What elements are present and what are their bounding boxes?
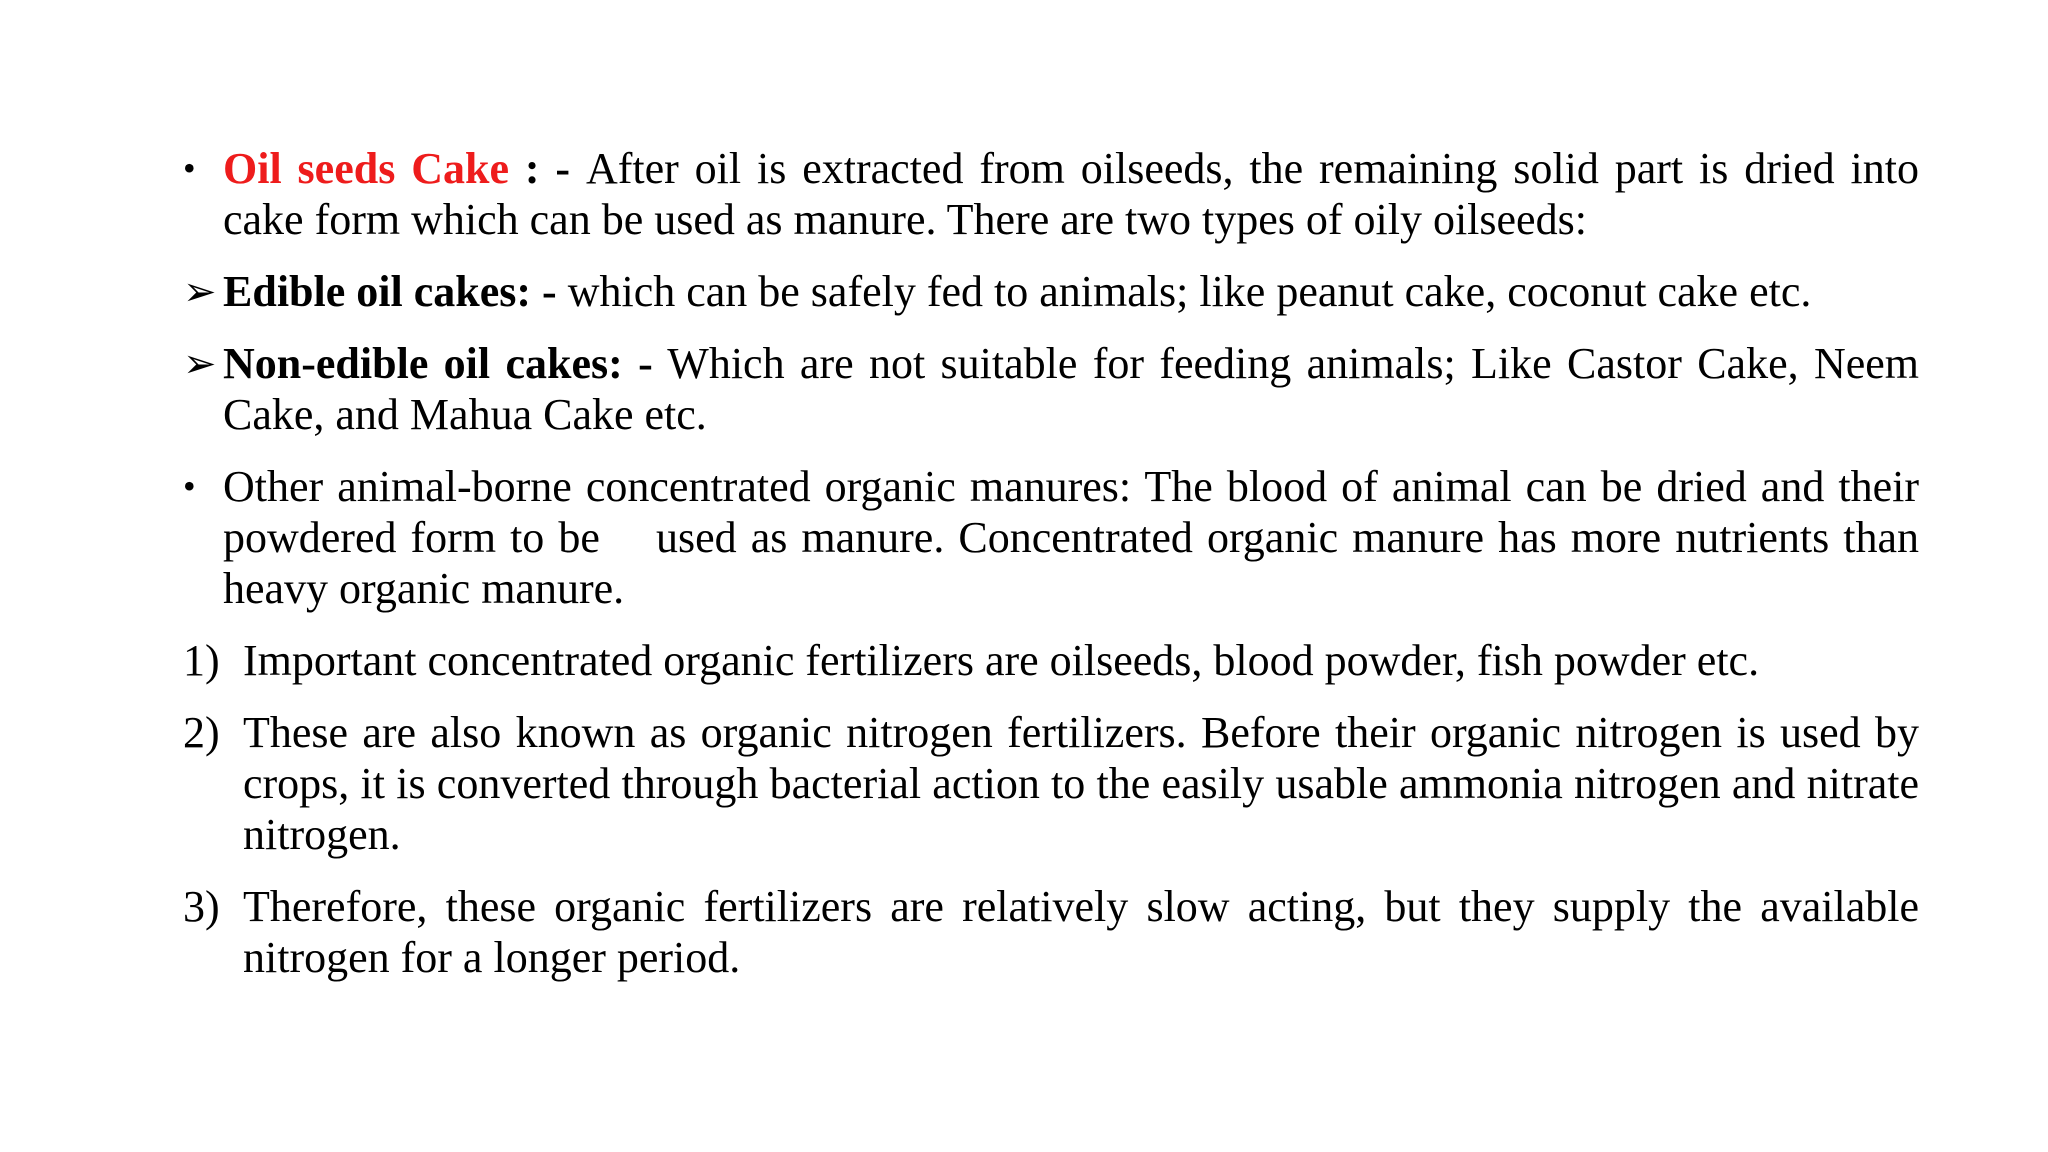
- term-oil-seeds-cake: Oil seeds Cake: [223, 144, 509, 193]
- numbered-item-2: [183, 707, 1919, 860]
- number-marker: 2): [183, 708, 220, 757]
- number-marker: 3): [183, 882, 220, 931]
- arrow-item-non-edible-oil-cakes: [183, 338, 1919, 440]
- number-marker: 1): [183, 636, 220, 685]
- term-separator: : -: [509, 144, 586, 193]
- numbered-item-text: Therefore, these organic fertilizers are relatively slow acting, but they supply the available nitrogen for a longer period.: [243, 882, 1919, 982]
- bullet-marker: •: [183, 466, 196, 506]
- numbered-item-1: [183, 635, 1919, 686]
- term-non-edible-oil-cakes: Non-edible oil cakes: -: [223, 339, 653, 388]
- arrow-marker: ➢: [183, 269, 217, 314]
- arrow-item-text: Which are not suitable for feeding animals; Like Castor Cake, Neem Cake, and Mahua Cake etc.: [223, 339, 1919, 439]
- bullet-text: After oil is extracted from oilseeds, the remaining solid part is dried into cake form which can be used as manure. There are two types of oily oilseeds:: [223, 144, 1919, 244]
- term-edible-oil-cakes: Edible oil cakes: -: [223, 267, 557, 316]
- numbered-item-text: Important concentrated organic fertilizers are oilseeds, blood powder, fish powder etc.: [243, 636, 1760, 685]
- arrow-marker: ➢: [183, 341, 217, 386]
- numbered-item-text: These are also known as organic nitrogen fertilizers. Before their organic nitrogen is used by crops, it is converted through bacterial action to the easily usable ammonia nitrogen and nitrate nitrogen.: [243, 708, 1919, 859]
- bullet-text: Other animal-borne concentrated organic manures: The blood of animal can be dried and their powdered form to be used as manure. Concentrated organic manure has more nutrients than heavy organic manure.: [223, 462, 1930, 613]
- bullet-marker: •: [183, 148, 196, 188]
- arrow-item-edible-oil-cakes: [183, 266, 1919, 317]
- arrow-item-text: which can be safely fed to animals; like peanut cake, coconut cake etc.: [556, 267, 1812, 316]
- slide-content: [183, 143, 1930, 1004]
- bullet-oil-seeds-cake: [183, 143, 1919, 245]
- numbered-item-3: [183, 881, 1919, 983]
- bullet-animal-borne-manures: [183, 461, 1930, 614]
